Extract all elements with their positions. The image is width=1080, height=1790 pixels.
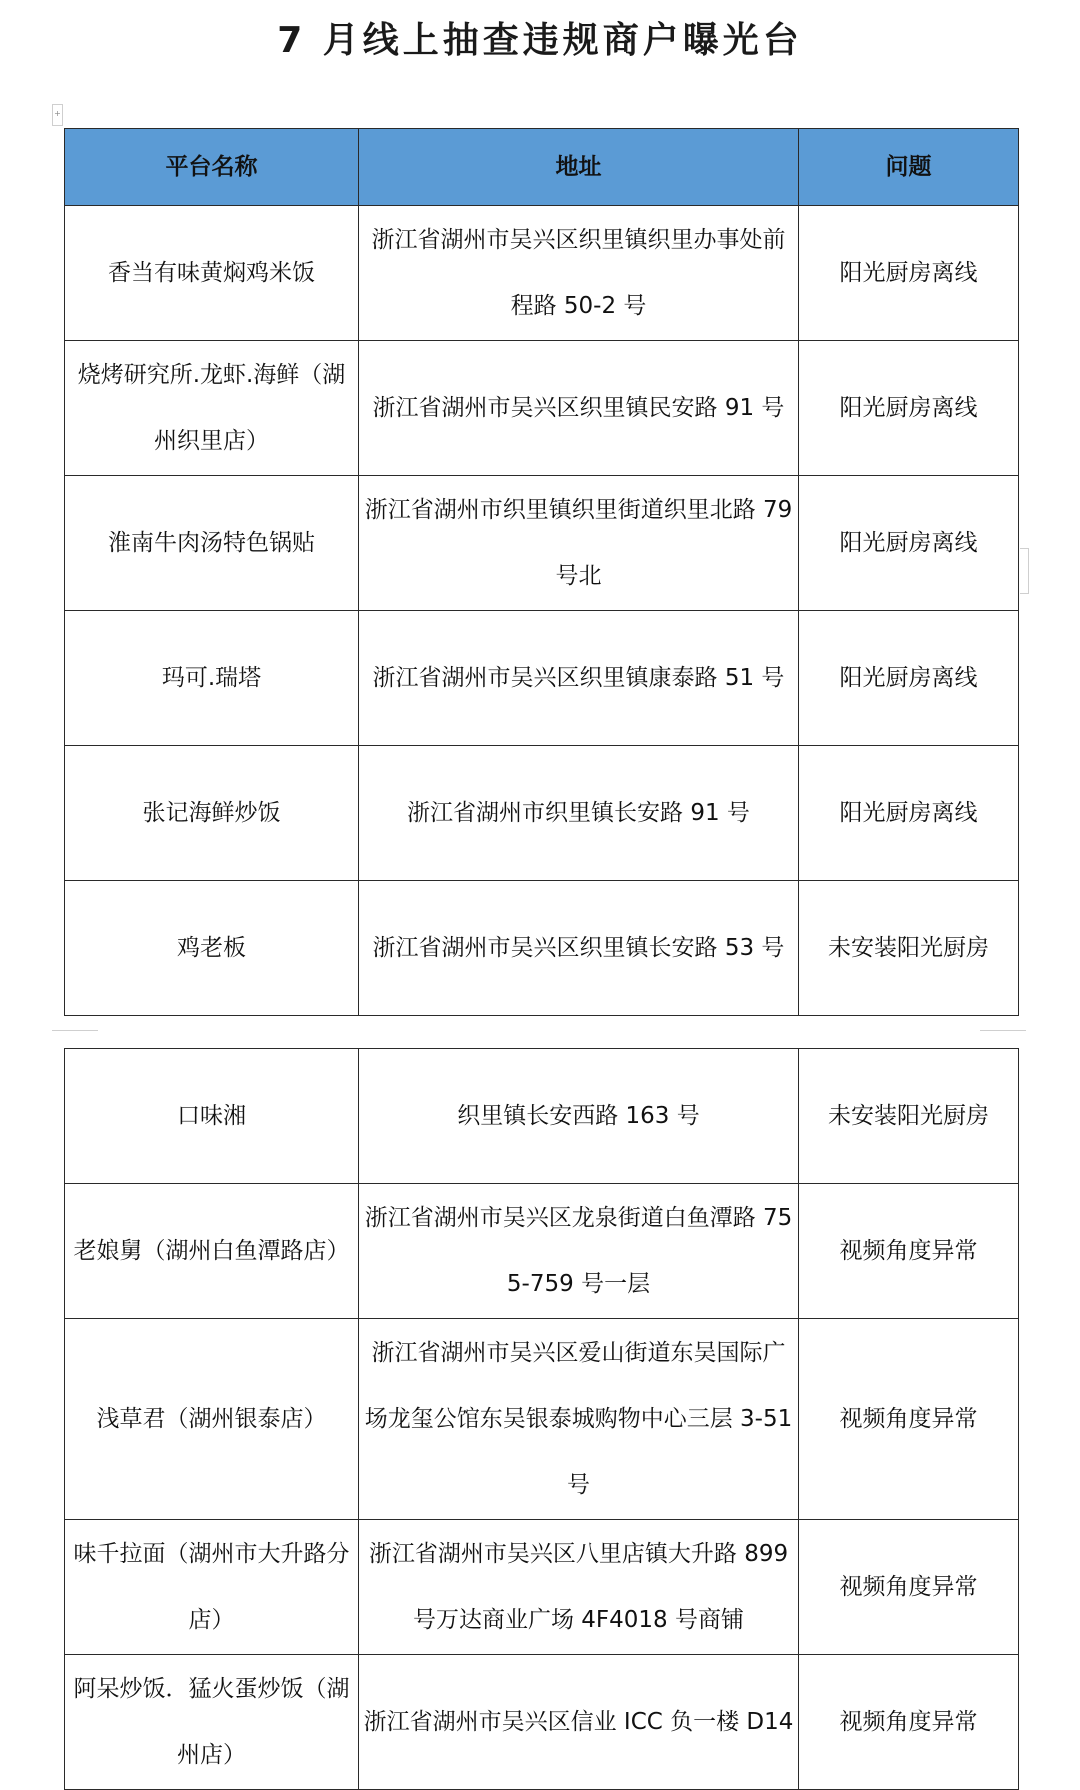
cell-name: 鸡老板 xyxy=(65,881,359,1016)
cell-name: 老娘舅（湖州白鱼潭路店） xyxy=(65,1184,359,1319)
cell-name: 张记海鲜炒饭 xyxy=(65,746,359,881)
cell-address: 浙江省湖州市吴兴区龙泉街道白鱼潭路 755-759 号一层 xyxy=(359,1184,799,1319)
table-row xyxy=(65,206,1019,341)
cell-issue: 阳光厨房离线 xyxy=(799,611,1019,746)
cell-address: 浙江省湖州市织里镇长安路 91 号 xyxy=(359,746,799,881)
cell-address: 浙江省湖州市吴兴区爱山街道东吴国际广场龙玺公馆东吴银泰城购物中心三层 3-51 号 xyxy=(359,1319,799,1520)
page-margin-mark xyxy=(1020,548,1029,594)
cell-address: 浙江省湖州市吴兴区织里镇织里办事处前程路 50-2 号 xyxy=(359,206,799,341)
table-row xyxy=(65,476,1019,611)
cell-address: 浙江省湖州市吴兴区信业 ICC 负一楼 D14 xyxy=(359,1655,799,1790)
cell-name: 阿呆炒饭．猛火蛋炒饭（湖州店） xyxy=(65,1655,359,1790)
cell-issue: 视频角度异常 xyxy=(799,1655,1019,1790)
table-row xyxy=(65,1184,1019,1319)
header-issue: 问题 xyxy=(799,129,1019,206)
table-row xyxy=(65,1049,1019,1184)
cell-address: 浙江省湖州市吴兴区织里镇民安路 91 号 xyxy=(359,341,799,476)
table-row xyxy=(65,1655,1019,1790)
table-header-row xyxy=(65,129,1019,206)
table-row xyxy=(65,341,1019,476)
cell-issue: 阳光厨房离线 xyxy=(799,341,1019,476)
cell-address: 浙江省湖州市吴兴区织里镇长安路 53 号 xyxy=(359,881,799,1016)
table-move-handle-icon[interactable]: + xyxy=(52,104,63,126)
cell-issue: 阳光厨房离线 xyxy=(799,476,1019,611)
cell-address: 浙江省湖州市吴兴区织里镇康泰路 51 号 xyxy=(359,611,799,746)
cell-issue: 未安装阳光厨房 xyxy=(799,881,1019,1016)
table-row xyxy=(65,1520,1019,1655)
page-break-mark-right xyxy=(980,1030,1026,1045)
table-row xyxy=(65,1319,1019,1520)
cell-name: 味千拉面（湖州市大升路分店） xyxy=(65,1520,359,1655)
cell-address: 浙江省湖州市吴兴区八里店镇大升路 899 号万达商业广场 4F4018 号商铺 xyxy=(359,1520,799,1655)
cell-name: 烧烤研究所.龙虾.海鲜（湖州织里店） xyxy=(65,341,359,476)
cell-issue: 视频角度异常 xyxy=(799,1319,1019,1520)
cell-name: 香当有味黄焖鸡米饭 xyxy=(65,206,359,341)
cell-issue: 阳光厨房离线 xyxy=(799,206,1019,341)
header-address: 地址 xyxy=(359,129,799,206)
merchant-table-bottom xyxy=(64,1048,1019,1790)
page-break-mark-left xyxy=(52,1030,98,1045)
cell-issue: 视频角度异常 xyxy=(799,1520,1019,1655)
cell-issue: 阳光厨房离线 xyxy=(799,746,1019,881)
cell-address: 织里镇长安西路 163 号 xyxy=(359,1049,799,1184)
cell-name: 口味湘 xyxy=(65,1049,359,1184)
table-row xyxy=(65,746,1019,881)
cell-name: 玛可.瑞塔 xyxy=(65,611,359,746)
merchant-table-top xyxy=(64,128,1019,1016)
header-platform-name: 平台名称 xyxy=(65,129,359,206)
cell-issue: 视频角度异常 xyxy=(799,1184,1019,1319)
page-title: 7 月线上抽查违规商户曝光台 xyxy=(277,20,803,61)
cell-name: 淮南牛肉汤特色锅贴 xyxy=(65,476,359,611)
table-row xyxy=(65,611,1019,746)
table-row xyxy=(65,881,1019,1016)
cell-issue: 未安装阳光厨房 xyxy=(799,1049,1019,1184)
cell-address: 浙江省湖州市织里镇织里街道织里北路 79 号北 xyxy=(359,476,799,611)
cell-name: 浅草君（湖州银泰店） xyxy=(65,1319,359,1520)
